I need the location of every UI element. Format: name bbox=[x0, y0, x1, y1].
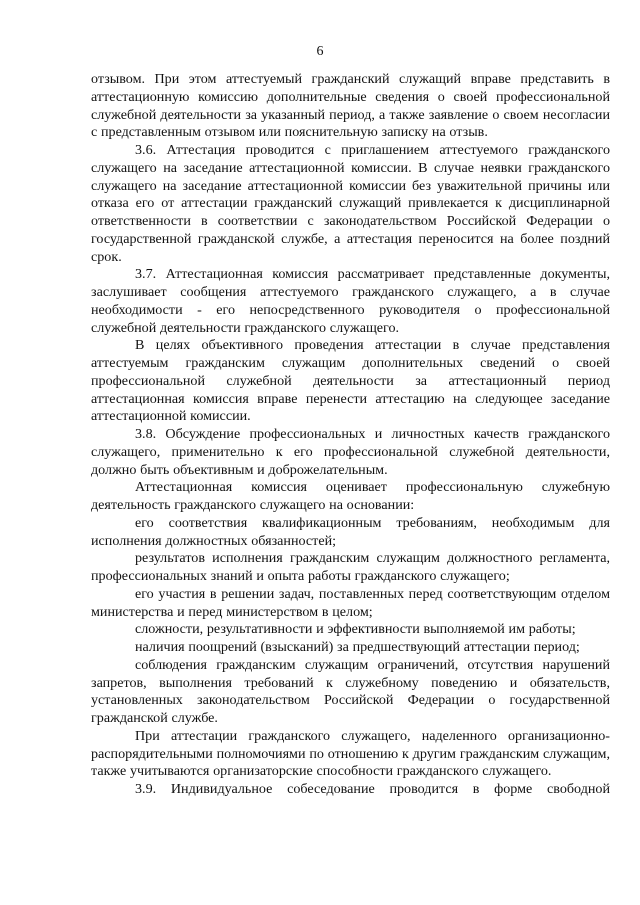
document-body bbox=[91, 71, 610, 799]
list-item-rewards: наличия поощрений (взысканий) за предшествующий аттестации период; bbox=[135, 639, 580, 655]
list-item-participation: его участия в решении задач, поставленных перед соответствующим отделом министерства и перед министерством в целом; bbox=[91, 585, 610, 620]
paragraph-3-7: 3.7. Аттестационная комиссия рассматривает представленные документы, заслушивает сообщения аттестуемого гражданского служащего, а в случае необходимости - его непосредственного руководителя о профессиональной служебной деятельности гражданского служащего. bbox=[91, 266, 610, 336]
list-item-complexity: сложности, результативности и эффективности выполняемой им работы; bbox=[135, 621, 576, 638]
paragraph-continuation: отзывом. При этом аттестуемый гражданский служащий вправе представить в аттестационную комиссию дополнительные сведения о своей профессиональной служебной деятельности за указанный период, а также заявление о своем несогласии с представленным отзывом или пояснительную записку на отзыв. bbox=[91, 71, 610, 141]
paragraph-managerial: При аттестации гражданского служащего, наделенного организационно-распорядительными полномочиями по отношению к другим гражданским служащим, также учитываются организаторские способности гражданского служащего. bbox=[91, 727, 610, 780]
page-number: 6 bbox=[316, 44, 324, 59]
paragraph-additional-info: В целях объективного проведения аттестации в случае представления аттестуемым гражданским служащим дополнительных сведений о своей профессиональной служебной деятельности за аттестационный период аттестационная комиссия вправе перенести аттестацию на следующее заседание аттестационной комиссии. bbox=[91, 337, 610, 425]
paragraph-3-8: 3.8. Обсуждение профессиональных и личностных качеств гражданского служащего, применительно к его профессиональной служебной деятельности, должно быть объективным и доброжелательным. bbox=[91, 426, 610, 478]
paragraph-evaluation-basis: Аттестационная комиссия оценивает профессиональную служебную деятельность гражданского служащего на основании: bbox=[91, 479, 610, 513]
list-item-compliance: соблюдения гражданским служащим ограничений, отсутствия нарушений запретов, выполнения требований к служебному поведению и обязательств, установленных законодательством Российской Федерации о государственной гражданской службе. bbox=[91, 656, 610, 726]
paragraph-3-6: 3.6. Аттестация проводится с приглашением аттестуемого гражданского служащего на заседание аттестационной комиссии. В случае неявки гражданского служащего на заседание аттестационной комиссии без уважительной причины или отказа его от аттестации гражданский служащий привлекается к дисциплинарной ответственности в соответствии с законодательством Российской Федерации о государственной гражданской службе, а аттестация переносится на более поздний срок. bbox=[91, 142, 610, 265]
list-item-results: результатов исполнения гражданским служащим должностного регламента, профессиональных знаний и опыта работы гражданского служащего; bbox=[91, 550, 610, 584]
list-item-qualification: его соответствия квалификационным требованиям, необходимым для исполнения должностных обязанностей; bbox=[91, 514, 610, 549]
paragraph-3-9: 3.9. Индивидуальное собеседование проводится в форме свободной bbox=[135, 781, 610, 797]
